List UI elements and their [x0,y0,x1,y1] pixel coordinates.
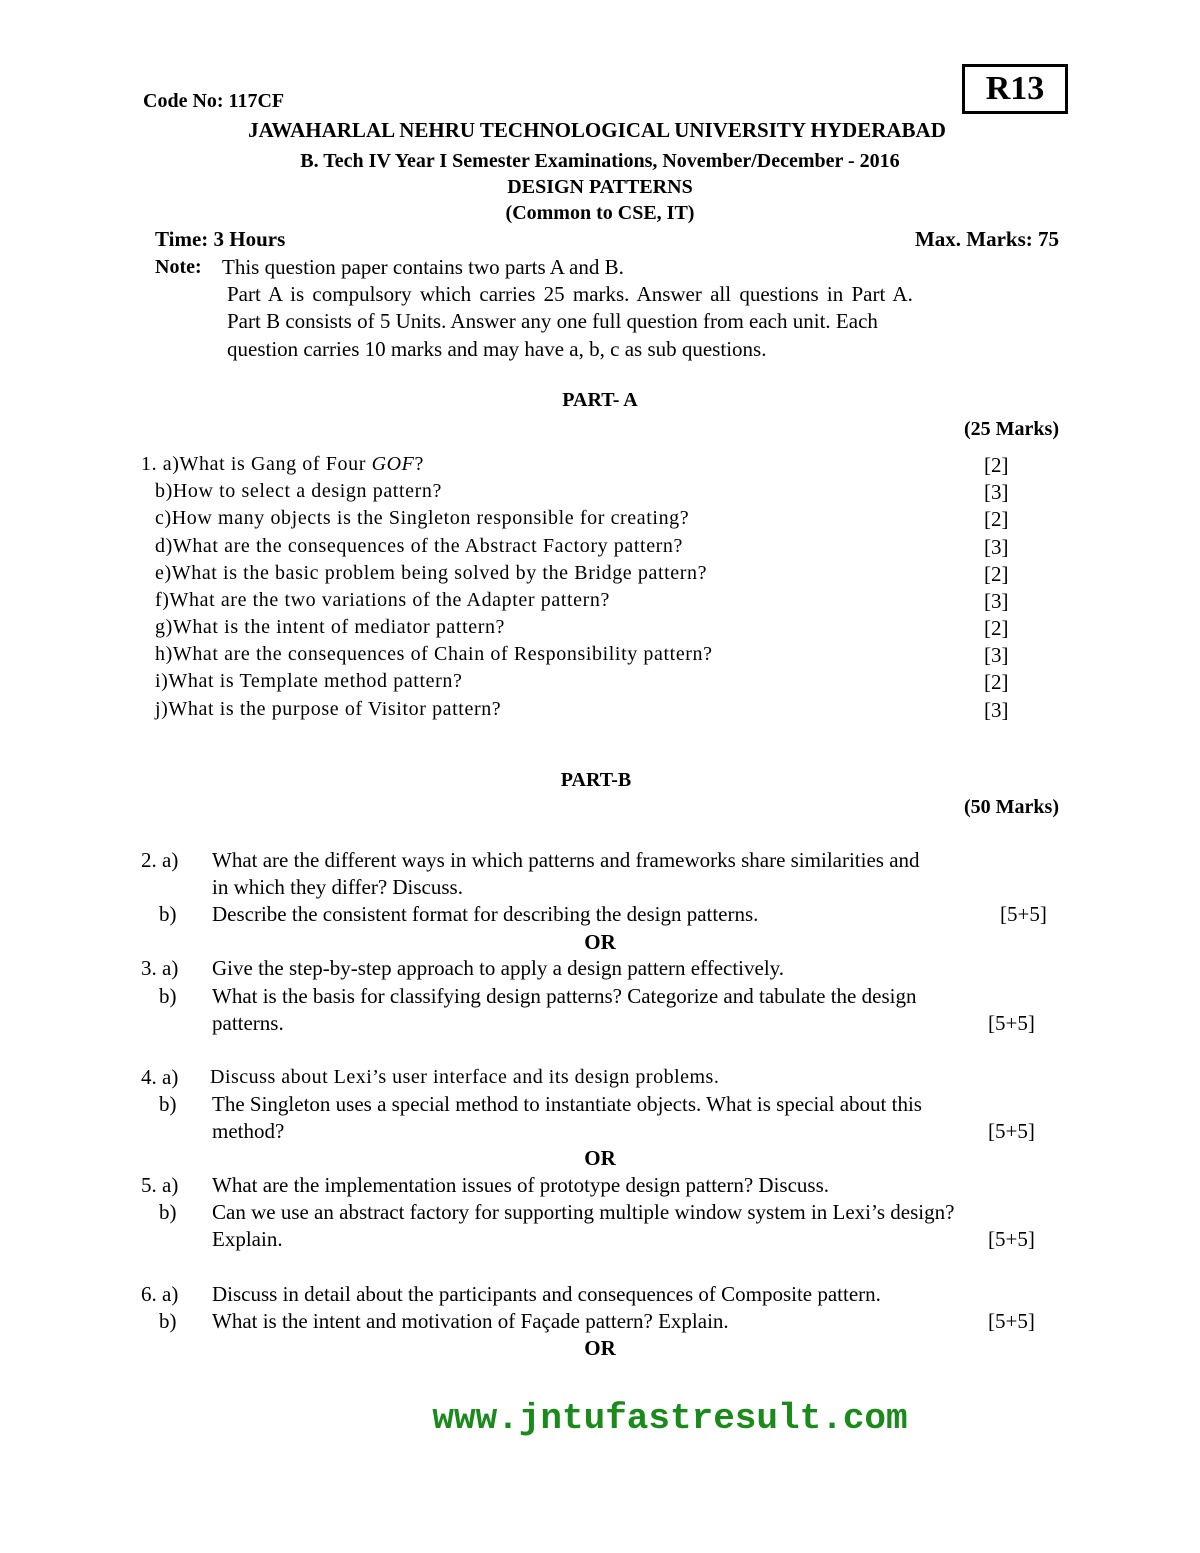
question-3b: What is the basis for classifying design patterns? Categorize and tabulate the design [212,984,917,1008]
question-number: 4. a) [141,1065,179,1089]
question-1j: j)What is the purpose of Visitor pattern? [155,698,502,720]
question-6a: Discuss in detail about the participants and consequences of Composite pattern. [212,1282,881,1306]
question-marks: [2] [984,453,1009,477]
question-marks: [2] [984,562,1009,586]
question-2a-continued: in which they differ? Discuss. [212,875,463,899]
question-1g: g)What is the intent of mediator pattern? [155,616,506,638]
question-3b-continued: patterns. [212,1011,284,1035]
question-number: 3. a) [141,956,179,980]
question-marks: [2] [984,616,1009,640]
subject-title: DESIGN PATTERNS [507,176,693,198]
question-4b: The Singleton uses a special method to instantiate objects. What is special about this [212,1092,922,1116]
note-label: Note: [155,256,202,278]
question-marks: [5+5] [1000,902,1047,926]
question-1d: d)What are the consequences of the Abstract Factory pattern? [155,535,684,557]
question-marks: [3] [984,535,1009,559]
regulation-badge: R13 [962,64,1068,114]
question-3a: Give the step-by-step approach to apply a design pattern effectively. [212,956,785,980]
part-a-marks: (25 Marks) [964,418,1059,440]
question-marks: [2] [984,670,1009,694]
question-marks: [5+5] [988,1227,1035,1251]
question-number: b) [159,984,177,1008]
question-1a: 1. a)What is Gang of Four GOF? [141,453,424,475]
question-4a: Discuss about Lexi’s user interface and its design problems. [210,1066,720,1088]
max-marks: Max. Marks: 75 [914,227,1059,251]
exam-title: B. Tech IV Year I Semester Examinations, November/December - 2016 [300,150,900,172]
question-number: b) [159,1309,177,1333]
or-separator: OR [584,1336,616,1360]
question-marks: [3] [984,480,1009,504]
question-number: 5. a) [141,1173,179,1197]
website-watermark: www.jntufastresult.com [432,1398,908,1439]
question-4b-continued: method? [212,1119,285,1143]
note-line: question carries 10 marks and may have a, b, c as sub questions. [227,337,767,361]
note-line: This question paper contains two parts A and B. [222,255,624,279]
question-1c: c)How many objects is the Singleton responsible for creating? [155,507,690,529]
note-line: Part B consists of 5 Units. Answer any one full question from each unit. Each [227,309,878,333]
time-allowed: Time: 3 Hours [155,227,286,251]
question-marks: [3] [984,589,1009,613]
question-1b: b)How to select a design pattern? [155,480,442,502]
common-to: (Common to CSE, IT) [505,202,695,224]
question-1i: i)What is Template method pattern? [155,670,463,692]
note-line: Part A is compulsory which carries 25 marks. Answer all questions in Part A. [227,282,913,306]
code-number: Code No: 117CF [143,90,285,112]
question-marks: [2] [984,507,1009,531]
part-b-marks: (50 Marks) [964,796,1059,818]
question-5b-continued: Explain. [212,1227,283,1251]
question-number: 2. a) [141,848,179,872]
question-1e: e)What is the basic problem being solved by the Bridge pattern? [155,562,708,584]
question-5b: Can we use an abstract factory for supporting multiple window system in Lexi’s design? [212,1200,955,1224]
part-b-title: PART-B [560,769,632,791]
part-a-title: PART- A [562,389,638,411]
university-name: JAWAHARLAL NEHRU TECHNOLOGICAL UNIVERSITY HYDERABAD [248,118,946,142]
question-marks: [3] [984,698,1009,722]
question-5a: What are the implementation issues of prototype design pattern? Discuss. [212,1173,830,1197]
question-2a: What are the different ways in which patterns and frameworks share similarities and [212,848,920,872]
question-2b: Describe the consistent format for describing the design patterns. [212,902,759,926]
question-number: b) [159,902,177,926]
question-number: 6. a) [141,1282,179,1306]
question-number: b) [159,1092,177,1116]
question-number: b) [159,1200,177,1224]
question-1h: h)What are the consequences of Chain of Responsibility pattern? [155,643,713,665]
question-6b: What is the intent and motivation of Façade pattern? Explain. [212,1309,729,1333]
question-marks: [5+5] [988,1309,1035,1333]
question-marks: [5+5] [988,1119,1035,1143]
or-separator: OR [584,930,616,954]
question-marks: [3] [984,643,1009,667]
or-separator: OR [584,1146,616,1170]
question-marks: [5+5] [988,1011,1035,1035]
question-1f: f)What are the two variations of the Adapter pattern? [155,589,610,611]
